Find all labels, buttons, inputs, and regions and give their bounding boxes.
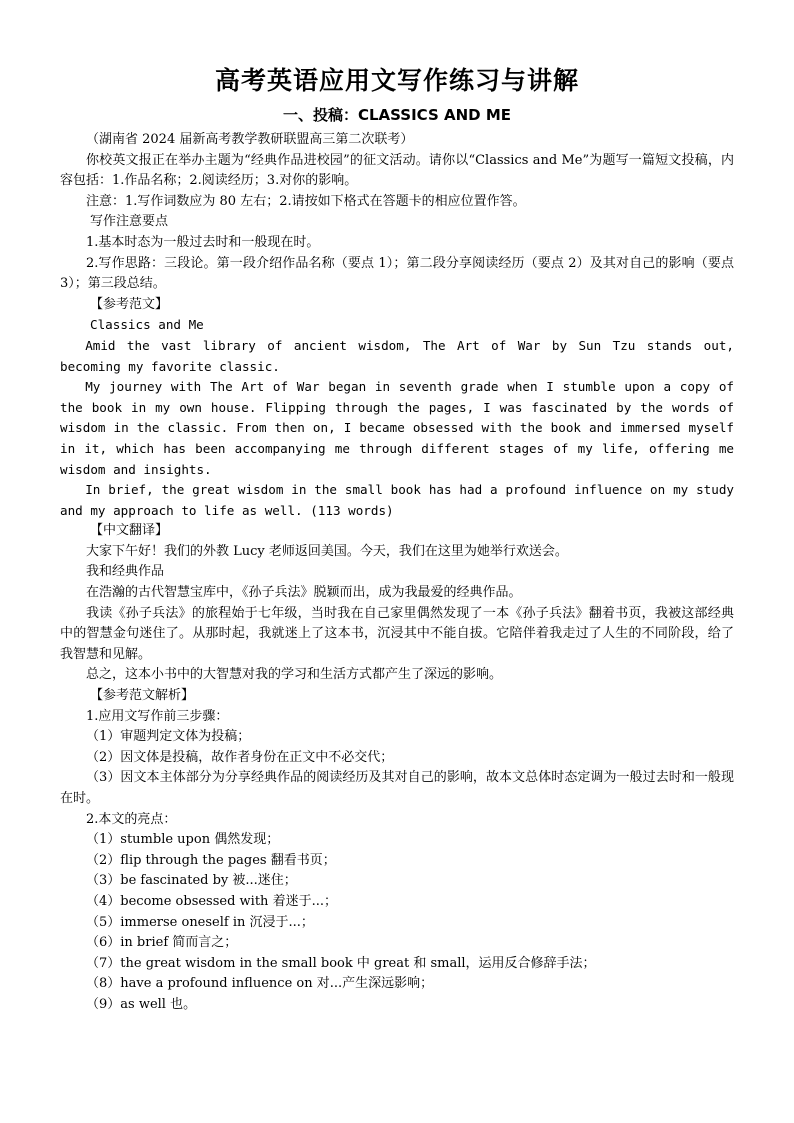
task-description: 你校英文报正在举办主题为“经典作品进校园”的征文活动。请你以“Classics and Me”为题写一篇短文投稿，内容包括：1.作品名称；2.阅读经历；3.对你的影响。 — [60, 152, 734, 189]
note-item: 2.写作思路：三段论。第一段介绍作品名称（要点 1）；第二段分享阅读经历（要点 2）及其对自己的影响（要点 3）；第三段总结。 — [60, 255, 734, 292]
translation-paragraph: 我读《孙子兵法》的旅程始于七年级，当时我在自己家里偶然发现了一本《孙子兵法》翻着书页，我被这部经典中的智慧金句迷住了。从那时起，我就迷上了这本书，沉浸其中不能自拔。它陪伴着我走过了人生的不同阶段，给了我智慧和见解。 — [60, 605, 734, 662]
task-note: 注意：1.写作词数应为 80 左右；2.请按如下格式在答题卡的相应位置作答。 — [86, 193, 526, 209]
highlight-item: （3）be fascinated by 被...迷住； — [86, 873, 297, 889]
translation-heading: 【中文翻译】 — [90, 523, 169, 539]
analysis-heading: 【参考范文解析】 — [90, 688, 195, 704]
document-title: 高考英语应用文写作练习与讲解 — [214, 66, 579, 95]
note-item: 1.基本时态为一般过去时和一般现在时。 — [86, 234, 320, 250]
notes-heading: 写作注意要点 — [90, 214, 169, 230]
highlight-item: （9）as well 也。 — [86, 996, 197, 1012]
section-title: 一、投稿：CLASSICS AND ME — [282, 106, 511, 124]
highlight-item: （2）flip through the pages 翻看书页； — [86, 852, 336, 868]
sample-paragraph: Amid the vast library of ancient wisdom, The Art of War by Sun Tzu stands out, becoming my favorite classic. — [60, 337, 734, 374]
analysis-step-heading: 1.应用文写作前三步骤： — [86, 708, 229, 724]
highlight-item: （8）have a profound influence on 对...产生深远影响； — [86, 976, 434, 992]
highlights-heading: 2.本文的亮点： — [86, 811, 177, 827]
analysis-step: （3）因文本主体部分为分享经典作品的阅读经历及其对自己的影响，故本文总体时态定调为一般过去时和一般现在时。 — [60, 770, 734, 806]
translation-paragraph: 我和经典作品 — [86, 564, 165, 580]
sample-heading: 【参考范文】 — [90, 296, 169, 312]
document-page — [60, 62, 734, 1016]
highlight-item: （7）the great wisdom in the small book 中 great 和 small，运用反合修辞手法； — [86, 955, 596, 971]
highlight-item: （1）stumble upon 偶然发现； — [86, 832, 280, 848]
highlight-item: （4）become obsessed with 着迷于...； — [86, 893, 337, 909]
sample-paragraph: My journey with The Art of War began in seventh grade when I stumble upon a copy of the book in my own house. Flipping through the pages, I was fascinated by the words of wisdom in the classic. From then on, I became obsessed with the book and immersed myself in it, which has been accompanying me through different stages of my life, offering me wisdom and insights. — [60, 379, 734, 477]
translation-paragraph: 在浩瀚的古代智慧宝库中，《孙子兵法》脱颖而出，成为我最爱的经典作品。 — [86, 585, 522, 601]
sample-paragraph: In brief, the great wisdom in the small book has had a profound influence on my study and my approach to life as well. (113 words) — [60, 482, 734, 518]
analysis-step: （1）审题判定文体为投稿； — [86, 729, 251, 745]
sample-essay-title: Classics and Me — [90, 317, 204, 333]
analysis-step: （2）因文体是投稿，故作者身份在正文中不必交代； — [86, 749, 394, 765]
highlight-item: （5）immerse oneself in 沉浸于...； — [86, 914, 314, 930]
translation-paragraph: 大家下午好！我们的外教 Lucy 老师返回美国。今天，我们在这里为她举行欢送会。 — [86, 543, 568, 559]
translation-paragraph: 总之，这本小书中的大智慧对我的学习和生活方式都产生了深远的影响。 — [86, 667, 503, 683]
highlight-item: （6）in brief 简而言之； — [86, 935, 238, 951]
source-note: （湖南省 2024 届新高考教学教研联盟高三第二次联考） — [86, 132, 414, 147]
